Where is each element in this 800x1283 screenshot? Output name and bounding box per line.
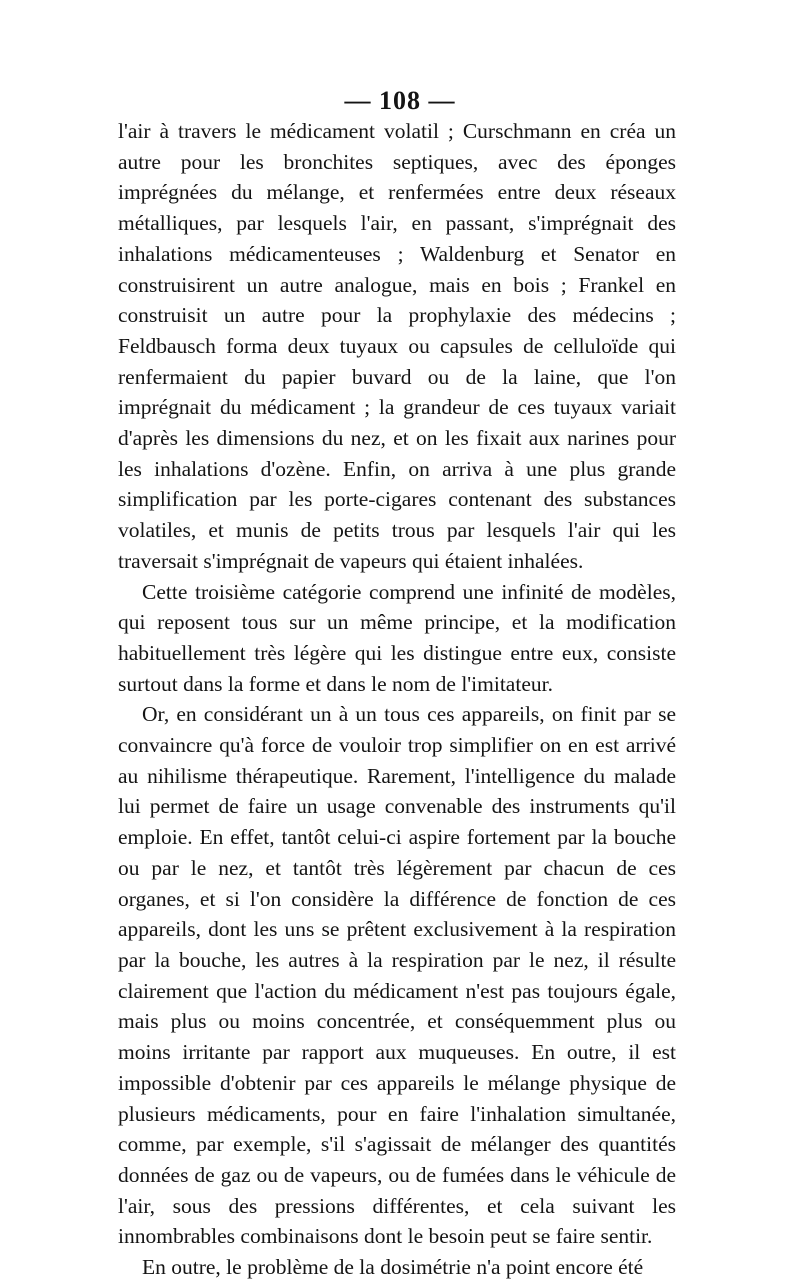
paragraph-dosimetry: En outre, le problème de la dosimétrie n'a point encore été — [142, 1255, 644, 1280]
paragraph-third-category: Cette troisième catégorie comprend une infinité de modèles, qui reposent tous sur un même principe, et la modification habituellement très légère qui les distingue entre eux, consiste surtout dans la forme et dans le nom de l'imitateur. — [118, 579, 676, 696]
body-text — [118, 116, 676, 1283]
paragraph-therapeutic-nihilism: Or, en considérant un à un tous ces appareils, on finit par se convaincre qu'à force de vouloir trop simplifier on en est arrivé au nihilisme thérapeutique. Rarement, l'intelligence du malade lui permet de faire un usage convenable des instruments qu'il emploie. En effet, tantôt celui-ci aspire fortement par la bouche ou par le nez, et tantôt très légèrement par chacun de ces organes, et si l'on considère la différence de fonction de ces appareils, dont les uns se prêtent exclusivement à la respiration par la bouche, les autres à la respiration par le nez, il résulte clairement que l'action du médicament n'est pas toujours égale, mais plus ou moins concentrée, et conséquemment plus ou moins irritante par rapport aux muqueuses. En outre, il est impossible d'obtenir par ces appareils le mélange physique de plusieurs médicaments, pour en faire l'inhalation simultanée, comme, par exemple, s'il s'agissait de mélanger des quantités données de gaz ou de vapeurs, ou de fumées dans le véhicule de l'air, sous des pressions différentes, et cela suivant les innombrables combinaisons dont le besoin peut se faire sentir. — [118, 702, 676, 1249]
paragraph-continuation: l'air à travers le médicament volatil ; Curschmann en créa un autre pour les bronchites septiques, avec des éponges imprégnées du mélange, et renfermées entre deux réseaux métalliques, par lesquels l'air, en passant, s'imprégnait des inhalations médicamenteuses ; Waldenburg et Senator en construisirent un autre analogue, mais en bois ; Frankel en construisit un autre pour la prophylaxie des médecins ; Feldbausch forma deux tuyaux ou capsules de celluloïde qui renfermaient du papier buvard ou de la laine, que l'on imprégnait du médicament ; la grandeur de ces tuyaux variait d'après les dimensions du nez, et on les fixait aux narines pour les inhalations d'ozène. Enfin, on arriva à une plus grande simplification par les porte-cigares contenant des substances volatiles, et munis de petits trous par lesquels l'air qui les traversait s'imprégnait de vapeurs qui étaient inhalées. — [118, 119, 676, 573]
page-number: — 108 — — [344, 86, 456, 115]
